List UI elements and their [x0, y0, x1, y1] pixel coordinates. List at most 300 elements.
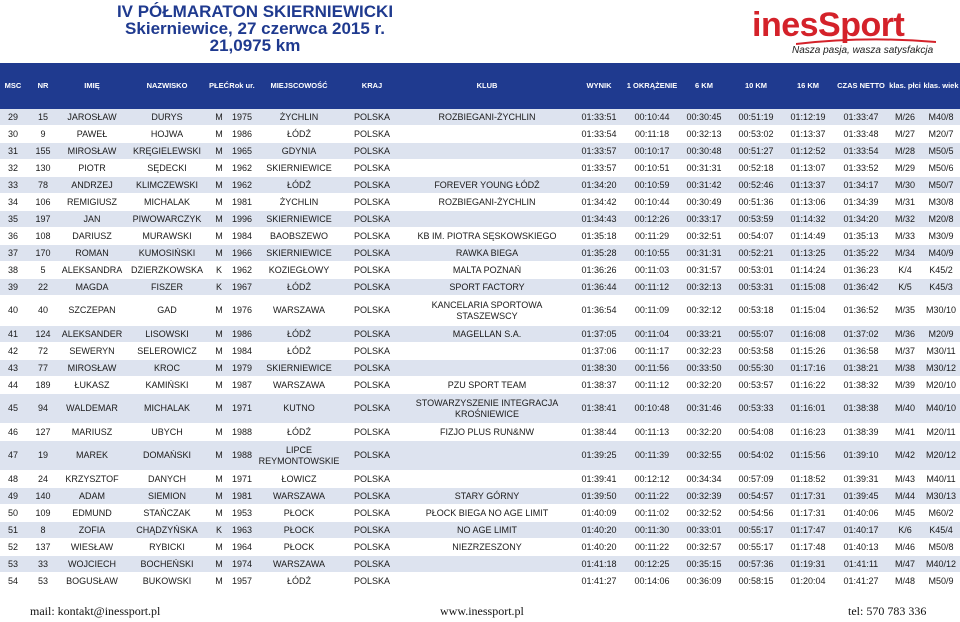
logo-tagline: Nasza pasja, wasza satysfakcja [792, 45, 934, 56]
cell-16km: 01:16:22 [790, 379, 826, 390]
cell-czas-netto: 01:38:21 [843, 362, 879, 373]
inessport-logo [752, 5, 952, 57]
cell-kraj: POLSKA [353, 213, 391, 224]
cell-czas-netto: 01:33:47 [843, 111, 879, 122]
cell-klas-plci: M/35 [894, 305, 915, 315]
cell-imie: WOJCIECH [68, 558, 116, 569]
cell-rok: 1975 [231, 111, 253, 122]
cell-nazwisko: BOCHEŃSKI [140, 558, 194, 569]
cell-miejscowosc: PŁOCK [283, 507, 315, 518]
cell-kraj: POLSKA [353, 403, 391, 413]
cell-10km: 00:55:17 [738, 524, 774, 535]
cell-imie: PIOTR [78, 162, 106, 173]
cell-plec: M [215, 213, 223, 224]
cell-wynik: 01:37:06 [581, 345, 617, 356]
cell-kraj: POLSKA [353, 162, 391, 173]
cell-10km: 00:52:18 [738, 162, 774, 173]
cell-miejscowosc: PŁOCK [283, 541, 315, 552]
cell-16km: 01:14:49 [790, 230, 826, 241]
cell-6km: 00:32:52 [686, 507, 722, 518]
cell-plec: M [215, 328, 223, 339]
cell-10km: 00:54:02 [738, 450, 774, 460]
cell-16km: 01:15:08 [790, 281, 826, 292]
cell-okrazenie: 00:11:03 [634, 264, 670, 275]
cell-czas-netto: 01:38:39 [843, 426, 879, 437]
cell-6km: 00:30:49 [686, 196, 722, 207]
cell-rok: 1963 [231, 524, 253, 535]
cell-plec: M [215, 362, 223, 373]
table-row [0, 279, 960, 296]
cell-klub [402, 343, 572, 359]
cell-plec: M [215, 541, 223, 552]
cell-plec: K [215, 264, 222, 275]
cell-nazwisko: KAMIŃSKI [145, 379, 189, 390]
cell-okrazenie: 00:11:09 [634, 305, 670, 315]
table-row [0, 471, 960, 488]
cell-rok: 1984 [231, 345, 253, 356]
cell-okrazenie: 00:11:18 [634, 128, 670, 139]
cell-6km: 00:34:34 [686, 473, 722, 484]
cell-nr: 78 [37, 179, 48, 190]
cell-6km: 00:32:55 [686, 450, 722, 460]
cell-imie: SEWERYN [69, 345, 115, 356]
cell-6km: 00:33:50 [686, 362, 722, 373]
cell-klas-plci: M/27 [894, 128, 915, 139]
column-header-nazwisko: NAZWISKO [146, 81, 188, 90]
cell-klub: KANCELARIA SPORTOWA STASZEWSCY [431, 299, 543, 321]
cell-klub: SPORT FACTORY [449, 281, 525, 292]
cell-imie: DARIUSZ [72, 230, 112, 241]
cell-nr: 127 [35, 426, 51, 437]
cell-msc: 47 [7, 450, 18, 460]
cell-wynik: 01:34:42 [581, 196, 617, 207]
cell-klas-wiek: K45/4 [929, 524, 953, 535]
cell-wynik: 01:39:25 [581, 450, 617, 460]
cell-nazwisko: DANYCH [147, 473, 186, 484]
table-row [0, 194, 960, 211]
cell-nr: 137 [35, 541, 51, 552]
cell-klas-wiek: M50/6 [928, 162, 954, 173]
cell-16km: 01:17:47 [790, 524, 826, 535]
column-header-kraj: KRAJ [361, 81, 383, 90]
cell-msc: 50 [7, 507, 18, 518]
cell-plec: M [215, 145, 223, 156]
cell-wynik: 01:33:57 [581, 145, 617, 156]
cell-rok: 1974 [231, 558, 253, 569]
cell-10km: 00:53:01 [738, 264, 774, 275]
cell-10km: 00:53:57 [738, 379, 774, 390]
cell-6km: 00:30:45 [686, 111, 722, 122]
cell-10km: 00:53:31 [738, 281, 774, 292]
cell-6km: 00:32:23 [686, 345, 722, 356]
cell-rok: 1987 [231, 379, 253, 390]
column-header-10km: 10 KM [744, 81, 768, 90]
cell-6km: 00:31:31 [686, 162, 722, 173]
table-row [0, 505, 960, 522]
cell-klub [402, 211, 572, 227]
cell-10km: 00:54:56 [738, 507, 774, 518]
cell-miejscowosc: SKIERNIEWICE [266, 162, 332, 173]
cell-klas-wiek: M50/8 [928, 541, 954, 552]
cell-nr: 130 [35, 162, 51, 173]
cell-czas-netto: 01:34:20 [843, 213, 879, 224]
cell-plec: M [215, 575, 223, 586]
cell-6km: 00:36:09 [686, 575, 722, 586]
cell-imie: WIESŁAW [70, 541, 114, 552]
table-row [0, 109, 960, 126]
cell-klub: PZU SPORT TEAM [447, 379, 527, 390]
cell-miejscowosc: ŁÓDŹ [286, 328, 311, 339]
cell-nr: 24 [37, 473, 48, 484]
table-row [0, 573, 960, 590]
cell-imie: REMIGIUSZ [66, 196, 117, 207]
cell-czas-netto: 01:39:45 [843, 490, 879, 501]
cell-wynik: 01:33:57 [581, 162, 617, 173]
cell-plec: M [215, 403, 223, 413]
cell-6km: 00:32:39 [686, 490, 722, 501]
cell-miejscowosc: ŁOWICZ [281, 473, 317, 484]
cell-rok: 1957 [231, 575, 253, 586]
cell-10km: 00:58:15 [738, 575, 774, 586]
cell-nr: 53 [37, 575, 48, 586]
column-header-msc: MSC [4, 81, 22, 90]
cell-msc: 49 [7, 490, 18, 501]
cell-klas-plci: M/47 [894, 558, 915, 569]
column-header-miejscowosc: MIEJSCOWOŚĆ [270, 81, 328, 90]
cell-10km: 00:53:59 [738, 213, 774, 224]
cell-plec: K [215, 281, 222, 292]
cell-msc: 35 [7, 213, 18, 224]
cell-6km: 00:33:21 [686, 328, 722, 339]
cell-rok: 1971 [231, 473, 253, 484]
cell-nazwisko: LISOWSKI [145, 328, 189, 339]
column-header-nr: NR [37, 81, 49, 90]
cell-kraj: POLSKA [353, 145, 391, 156]
cell-kraj: POLSKA [353, 328, 391, 339]
cell-nr: 140 [35, 490, 51, 501]
cell-rok: 1984 [231, 230, 253, 241]
cell-klas-plci: M/28 [894, 145, 915, 156]
cell-klas-wiek: M20/7 [928, 128, 954, 139]
cell-10km: 00:53:18 [738, 305, 774, 315]
cell-10km: 00:51:19 [738, 111, 774, 122]
cell-klas-wiek: M30/9 [928, 230, 954, 241]
cell-klas-wiek: M20/10 [925, 379, 957, 390]
cell-msc: 51 [7, 524, 18, 535]
cell-kraj: POLSKA [353, 426, 391, 437]
cell-klub [402, 573, 572, 589]
cell-klas-plci: M/39 [894, 379, 915, 390]
table-row [0, 488, 960, 505]
cell-klas-wiek: M40/11 [926, 473, 956, 484]
cell-msc: 45 [7, 403, 18, 413]
cell-nazwisko: PIWOWARCZYK [132, 213, 202, 224]
cell-klas-plci: M/33 [894, 230, 915, 241]
cell-kraj: POLSKA [353, 345, 391, 356]
cell-imie: JAROSŁAW [67, 111, 117, 122]
cell-kraj: POLSKA [353, 490, 391, 501]
cell-10km: 00:51:27 [738, 145, 774, 156]
footer-website[interactable]: www.inessport.pl [440, 604, 524, 618]
cell-rok: 1986 [231, 328, 253, 339]
cell-wynik: 01:40:20 [581, 541, 617, 552]
cell-okrazenie: 00:10:44 [634, 111, 670, 122]
cell-klas-plci: M/30 [894, 179, 915, 190]
cell-miejscowosc: GDYNIA [281, 145, 317, 156]
cell-kraj: POLSKA [353, 473, 391, 484]
cell-plec: M [215, 558, 223, 569]
cell-16km: 01:13:07 [790, 162, 826, 173]
cell-nr: 197 [35, 213, 51, 224]
cell-16km: 01:16:23 [790, 426, 826, 437]
cell-rok: 1976 [231, 305, 253, 315]
cell-klas-plci: M/37 [894, 345, 915, 356]
cell-rok: 1965 [231, 145, 253, 156]
cell-klas-plci: M/31 [894, 196, 915, 207]
cell-miejscowosc: BAOBSZEWO [269, 230, 328, 241]
cell-klas-wiek: M30/11 [926, 345, 956, 356]
cell-okrazenie: 00:10:48 [634, 403, 670, 413]
cell-imie: ALEKSANDRA [61, 264, 123, 275]
column-header-6km: 6 KM [695, 81, 713, 90]
cell-10km: 00:52:46 [738, 179, 774, 190]
cell-klas-plci: K/5 [898, 281, 912, 292]
cell-nazwisko: RYBICKI [149, 541, 185, 552]
cell-nr: 155 [35, 145, 51, 156]
cell-16km: 01:13:06 [790, 196, 826, 207]
cell-10km: 00:55:30 [738, 362, 774, 373]
cell-msc: 46 [7, 426, 18, 437]
cell-okrazenie: 00:10:51 [634, 162, 670, 173]
cell-klub: NIEZRZESZONY [452, 541, 522, 552]
cell-nazwisko: SĘDECKI [147, 162, 187, 173]
cell-kraj: POLSKA [353, 575, 391, 586]
cell-klas-wiek: K45/2 [929, 264, 953, 275]
cell-miejscowosc: SKIERNIEWICE [266, 362, 332, 373]
cell-miejscowosc: ŻYCHLIN [279, 196, 319, 207]
cell-okrazenie: 00:10:44 [634, 196, 670, 207]
cell-kraj: POLSKA [353, 128, 391, 139]
cell-msc: 44 [7, 379, 18, 390]
cell-rok: 1986 [231, 128, 253, 139]
cell-nr: 22 [37, 281, 48, 292]
cell-klas-wiek: M40/9 [928, 247, 954, 258]
cell-6km: 00:33:01 [686, 524, 722, 535]
cell-wynik: 01:36:44 [581, 281, 617, 292]
cell-imie: SZCZEPAN [68, 305, 116, 315]
cell-kraj: POLSKA [353, 507, 391, 518]
cell-16km: 01:17:16 [790, 362, 826, 373]
cell-czas-netto: 01:38:32 [843, 379, 879, 390]
cell-rok: 1953 [231, 507, 253, 518]
cell-wynik: 01:39:41 [581, 473, 617, 484]
cell-czas-netto: 01:33:52 [843, 162, 879, 173]
results-table [0, 109, 960, 590]
cell-okrazenie: 00:11:12 [634, 379, 670, 390]
cell-wynik: 01:39:50 [581, 490, 617, 501]
cell-16km: 01:14:32 [790, 213, 826, 224]
column-header-wynik: WYNIK [586, 81, 612, 90]
cell-plec: M [215, 230, 223, 241]
cell-kraj: POLSKA [353, 111, 391, 122]
cell-czas-netto: 01:37:02 [843, 328, 879, 339]
cell-nazwisko: GAD [157, 305, 177, 315]
cell-nazwisko: SIEMION [147, 490, 186, 501]
cell-czas-netto: 01:40:17 [843, 524, 879, 535]
cell-6km: 00:35:15 [686, 558, 722, 569]
cell-nazwisko: KROC [153, 362, 180, 373]
cell-6km: 00:32:13 [686, 128, 722, 139]
cell-klub: FOREVER YOUNG ŁÓDŹ [434, 179, 540, 190]
cell-miejscowosc: SKIERNIEWICE [266, 213, 332, 224]
cell-klub: ROZBIEGANI-ŻYCHLIN [438, 111, 536, 122]
cell-miejscowosc: ŁÓDŹ [286, 179, 311, 190]
cell-16km: 01:13:37 [790, 128, 826, 139]
cell-16km: 01:16:08 [790, 328, 826, 339]
cell-okrazenie: 00:14:06 [634, 575, 670, 586]
cell-klas-plci: M/45 [894, 507, 915, 518]
cell-wynik: 01:38:30 [581, 362, 617, 373]
cell-wynik: 01:38:41 [581, 403, 617, 413]
cell-czas-netto: 01:40:06 [843, 507, 879, 518]
cell-okrazenie: 00:11:39 [634, 450, 670, 460]
cell-czas-netto: 01:41:11 [843, 558, 879, 569]
cell-wynik: 01:41:27 [581, 575, 617, 586]
cell-16km: 01:12:52 [790, 145, 826, 156]
cell-klas-plci: M/26 [894, 111, 915, 122]
cell-klas-plci: M/40 [894, 403, 915, 413]
cell-plec: M [215, 179, 223, 190]
cell-czas-netto: 01:35:22 [843, 247, 879, 258]
cell-miejscowosc: WARSZAWA [273, 558, 325, 569]
cell-msc: 48 [7, 473, 18, 484]
cell-wynik: 01:33:54 [581, 128, 617, 139]
logo-wordmark: inesSport [752, 6, 905, 44]
cell-klas-wiek: M20/8 [928, 213, 954, 224]
cell-klas-plci: M/32 [894, 213, 915, 224]
cell-klas-plci: K/6 [898, 524, 912, 535]
cell-wynik: 01:41:18 [581, 558, 617, 569]
cell-imie: KRZYSZTOF [65, 473, 119, 484]
cell-klub [402, 471, 572, 487]
cell-6km: 00:32:51 [686, 230, 722, 241]
cell-klub [402, 441, 572, 470]
cell-klas-wiek: M30/13 [925, 490, 957, 501]
cell-16km: 01:17:31 [790, 490, 826, 501]
cell-nr: 77 [37, 362, 48, 373]
cell-rok: 1962 [231, 179, 253, 190]
column-header-plec: PŁEĆ [209, 81, 230, 90]
race-title: IV PÓŁMARATON SKIERNIEWICKI [116, 2, 394, 21]
cell-16km: 01:13:37 [790, 179, 826, 190]
cell-16km: 01:15:26 [790, 345, 826, 356]
cell-rok: 1962 [231, 162, 253, 173]
cell-nazwisko: DZIERZKOWSKA [130, 264, 203, 275]
column-header-okrazenie: 1 OKRĄŻENIE [626, 81, 678, 90]
cell-nr: 94 [37, 403, 48, 413]
cell-miejscowosc: LIPCE REYMONTOWSKIE [258, 444, 340, 466]
cell-10km: 00:53:58 [738, 345, 774, 356]
cell-nazwisko: UBYCH [151, 426, 183, 437]
cell-plec: M [215, 490, 223, 501]
cell-klas-wiek: M30/12 [925, 362, 957, 373]
footer-email[interactable]: mail: kontakt@inessport.pl [30, 604, 161, 618]
cell-wynik: 01:40:20 [581, 524, 617, 535]
cell-okrazenie: 00:12:26 [634, 213, 670, 224]
cell-klub: PŁOCK BIEGA NO AGE LIMIT [425, 507, 549, 518]
cell-kraj: POLSKA [353, 230, 391, 241]
cell-imie: JAN [83, 213, 101, 224]
cell-klub: STOWARZYSZENIE INTEGRACJA KROŚNIEWICE [415, 397, 559, 419]
table-row [0, 262, 960, 279]
cell-kraj: POLSKA [353, 450, 391, 460]
cell-nazwisko: HOJWA [150, 128, 184, 139]
cell-kraj: POLSKA [353, 379, 391, 390]
cell-msc: 42 [7, 345, 18, 356]
cell-wynik: 01:38:37 [581, 379, 617, 390]
cell-nazwisko: MICHALAK [143, 403, 190, 413]
cell-klas-wiek: K45/3 [929, 281, 953, 292]
cell-plec: M [215, 128, 223, 139]
cell-16km: 01:12:19 [790, 111, 826, 122]
cell-6km: 00:30:48 [686, 145, 722, 156]
cell-klas-wiek: M50/9 [928, 575, 954, 586]
cell-6km: 00:33:17 [686, 213, 722, 224]
cell-czas-netto: 01:40:13 [843, 541, 879, 552]
table-row [0, 539, 960, 556]
cell-plec: M [215, 305, 223, 315]
cell-okrazenie: 00:11:04 [634, 328, 670, 339]
table-row [0, 126, 960, 143]
column-header-16km: 16 KM [796, 81, 820, 90]
cell-nr: 108 [35, 230, 51, 241]
cell-rok: 1962 [231, 264, 253, 275]
cell-kraj: POLSKA [353, 305, 391, 315]
cell-10km: 00:53:02 [738, 128, 774, 139]
cell-klas-wiek: M50/7 [928, 179, 954, 190]
cell-nr: 106 [35, 196, 51, 207]
cell-okrazenie: 00:10:59 [634, 179, 670, 190]
cell-klas-wiek: M20/9 [928, 328, 954, 339]
table-row [0, 245, 960, 262]
cell-plec: M [215, 111, 223, 122]
cell-imie: MIROSŁAW [67, 362, 117, 373]
cell-plec: M [215, 196, 223, 207]
cell-16km: 01:18:52 [790, 473, 826, 484]
cell-nr: 33 [37, 558, 48, 569]
cell-czas-netto: 01:41:27 [843, 575, 879, 586]
cell-msc: 54 [7, 575, 18, 586]
table-row [0, 228, 960, 245]
cell-klub [402, 556, 572, 572]
cell-msc: 30 [7, 128, 18, 139]
cell-plec: M [215, 473, 223, 484]
cell-czas-netto: 01:39:10 [843, 450, 879, 460]
cell-6km: 00:32:13 [686, 281, 722, 292]
cell-miejscowosc: WARSZAWA [273, 305, 325, 315]
cell-miejscowosc: KUTNO [283, 403, 315, 413]
cell-plec: M [215, 345, 223, 356]
cell-klas-wiek: M20/12 [925, 450, 957, 460]
cell-klub [402, 160, 572, 176]
cell-nazwisko: CHĄDZYŃSKA [136, 524, 198, 535]
cell-czas-netto: 01:36:58 [843, 345, 879, 356]
cell-10km: 00:57:36 [738, 558, 774, 569]
cell-msc: 34 [7, 196, 18, 207]
cell-10km: 00:55:17 [738, 541, 774, 552]
cell-rok: 1964 [231, 541, 253, 552]
cell-msc: 32 [7, 162, 18, 173]
